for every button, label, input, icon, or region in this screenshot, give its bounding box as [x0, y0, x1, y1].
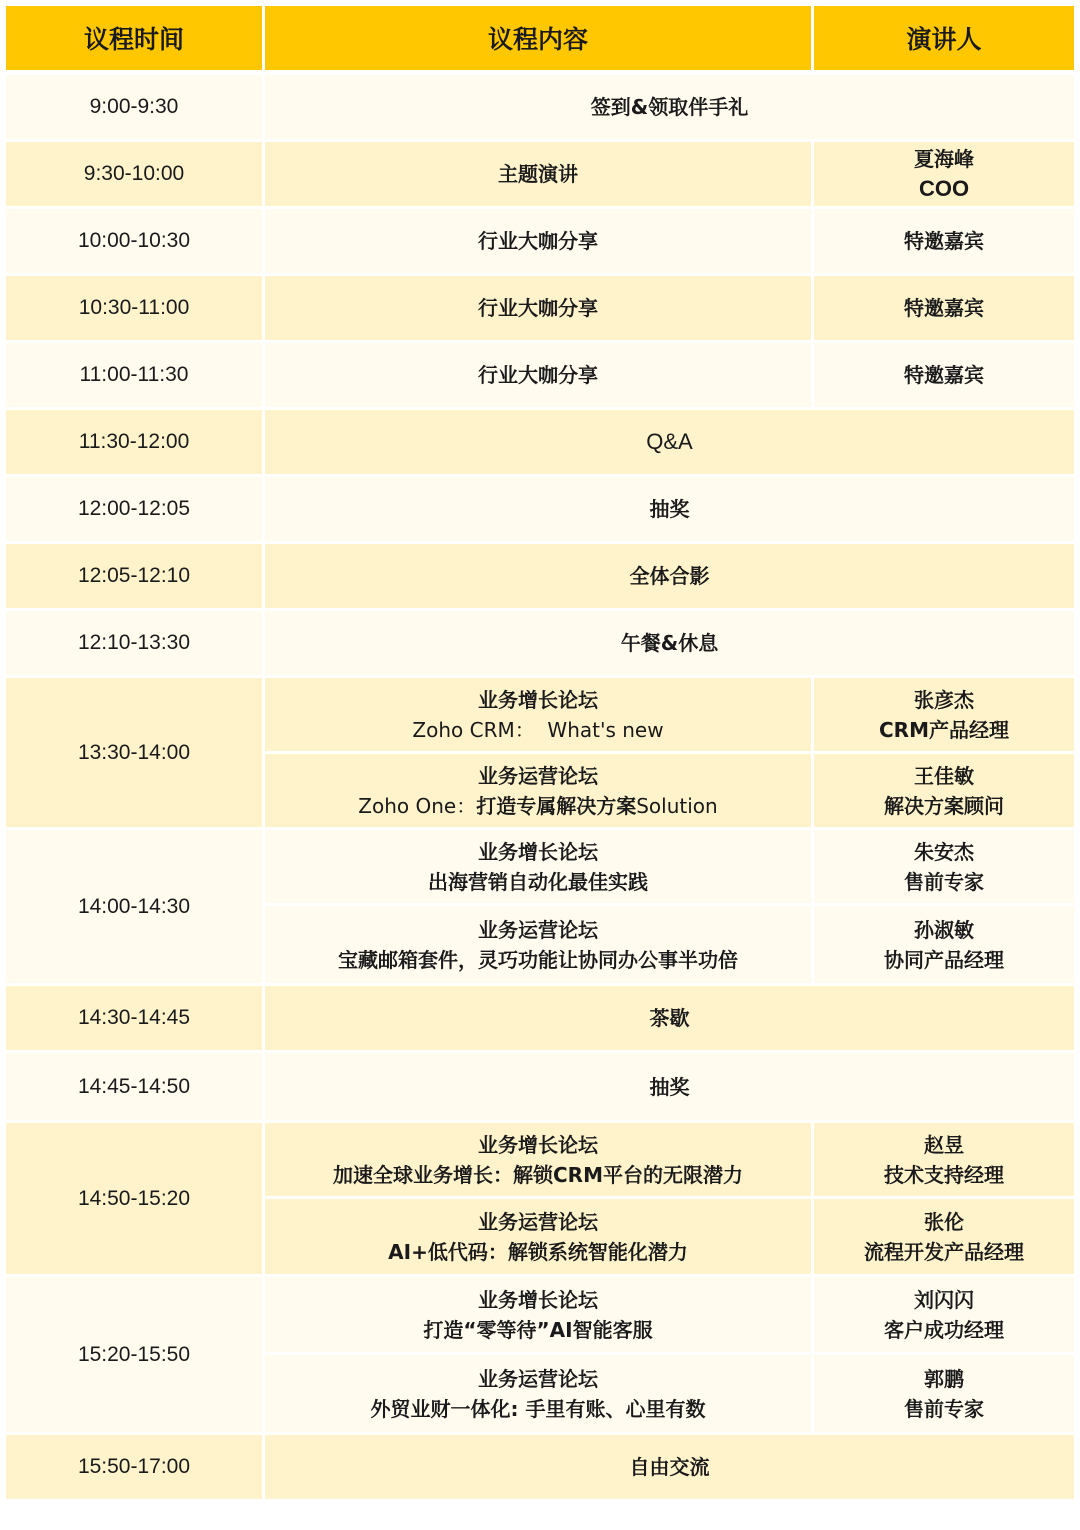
row-time: 13:30-14:00: [6, 678, 265, 830]
row-content: 签到&领取伴手礼: [265, 75, 1074, 142]
session-track: 业务运营论坛: [478, 1366, 598, 1391]
speaker-title: 解决方案顾问: [884, 793, 1004, 818]
row-time: 14:30-14:45: [6, 986, 265, 1053]
row-time: 9:00-9:30: [6, 75, 265, 142]
row-time: 12:00-12:05: [6, 477, 265, 544]
agenda-row: [6, 986, 1074, 1053]
header-content: 议程内容: [265, 6, 814, 75]
speaker-name: 赵昱: [924, 1132, 964, 1157]
row-time: 11:30-12:00: [6, 410, 265, 477]
agenda-row: [6, 544, 1074, 611]
session-track: 业务增长论坛: [478, 1287, 598, 1312]
row-content: 午餐&休息: [265, 611, 1074, 678]
session-topic: 打造“零等待”AI智能客服: [423, 1317, 653, 1342]
agenda-row: [6, 276, 1074, 343]
row-content: 行业大咖分享: [265, 209, 814, 276]
row-speaker: [814, 142, 1074, 209]
row-content: 茶歇: [265, 986, 1074, 1053]
session-speaker: [814, 1355, 1074, 1435]
agenda-row: [6, 611, 1074, 678]
agenda-row: [6, 75, 1074, 142]
row-content: 抽奖: [265, 1053, 1074, 1123]
row-time: 14:00-14:30: [6, 830, 265, 986]
session-track: 业务运营论坛: [478, 763, 598, 788]
speaker-title: 流程开发产品经理: [864, 1239, 1024, 1264]
row-speaker: 特邀嘉宾: [814, 209, 1074, 276]
agenda-row: [6, 1053, 1074, 1123]
session-topic: AI+低代码：解锁系统智能化潜力: [388, 1239, 688, 1264]
row-content: 行业大咖分享: [265, 276, 814, 343]
session-topic: Zoho CRM： What's new: [412, 717, 664, 742]
row-content: 行业大咖分享: [265, 343, 814, 410]
session-content: [265, 1123, 814, 1199]
speaker-name: 夏海峰: [914, 147, 974, 171]
row-time: 9:30-10:00: [6, 142, 265, 209]
row-time: 10:00-10:30: [6, 209, 265, 276]
speaker-name: 张伦: [924, 1209, 964, 1234]
agenda-row: [6, 678, 1074, 754]
header-time: 议程时间: [6, 6, 265, 75]
agenda-row: [6, 1123, 1074, 1199]
agenda-row: [6, 477, 1074, 544]
agenda-row: [6, 209, 1074, 276]
header-row: [6, 6, 1074, 75]
session-speaker: [814, 1277, 1074, 1355]
topic-prefix: Zoho One：: [358, 793, 477, 818]
session-track: 业务运营论坛: [478, 1209, 598, 1234]
session-content: [265, 678, 814, 754]
session-content: [265, 1277, 814, 1355]
speaker-name: 郭鹏: [924, 1366, 964, 1391]
agenda-row: [6, 1277, 1074, 1355]
speaker-title: COO: [918, 176, 970, 201]
session-speaker: [814, 754, 1074, 830]
session-speaker: [814, 830, 1074, 906]
session-content: [265, 906, 814, 986]
session-topic: [265, 791, 811, 821]
agenda-row: [6, 410, 1074, 477]
session-speaker: [814, 906, 1074, 986]
speaker-name: 孙淑敏: [914, 917, 974, 942]
row-content: 抽奖: [265, 477, 1074, 544]
speaker-title: 客户成功经理: [884, 1317, 1004, 1342]
row-time: 15:20-15:50: [6, 1277, 265, 1435]
row-time: 12:05-12:10: [6, 544, 265, 611]
agenda-row: [6, 1435, 1074, 1502]
session-speaker: [814, 1199, 1074, 1277]
speaker-title: 售前专家: [904, 869, 984, 894]
speaker-name: 张彦杰: [914, 687, 974, 712]
speaker-title: 协同产品经理: [884, 947, 1004, 972]
row-time: 14:50-15:20: [6, 1123, 265, 1277]
row-content: 全体合影: [265, 544, 1074, 611]
session-topic: 外贸业财一体化: 手里有账、心里有数: [370, 1396, 706, 1421]
session-track: 业务增长论坛: [478, 839, 598, 864]
row-content-text: Q&A: [646, 429, 693, 454]
row-time: 15:50-17:00: [6, 1435, 265, 1502]
session-track: 业务运营论坛: [478, 917, 598, 942]
session-content: [265, 1199, 814, 1277]
row-time: 14:45-14:50: [6, 1053, 265, 1123]
session-content: [265, 830, 814, 906]
speaker-title: 技术支持经理: [884, 1162, 1004, 1187]
row-time: 10:30-11:00: [6, 276, 265, 343]
session-topic: 加速全球业务增长：解锁CRM平台的无限潜力: [333, 1162, 743, 1187]
topic-suffix: Solution: [636, 793, 718, 818]
speaker-title: CRM产品经理: [879, 717, 1009, 742]
row-content: [265, 410, 1074, 477]
agenda-row: [6, 830, 1074, 906]
session-content: [265, 1355, 814, 1435]
speaker-name: 王佳敏: [914, 763, 974, 788]
session-track: 业务增长论坛: [478, 1132, 598, 1157]
row-time: 11:00-11:30: [6, 343, 265, 410]
row-speaker: 特邀嘉宾: [814, 343, 1074, 410]
row-content: 主题演讲: [265, 142, 814, 209]
speaker-name: 朱安杰: [914, 839, 974, 864]
header-speaker: 演讲人: [814, 6, 1074, 75]
session-speaker: [814, 678, 1074, 754]
topic-main: 打造专属解决方案: [476, 793, 637, 818]
agenda-row: [6, 142, 1074, 209]
session-topic: 宝藏邮箱套件，灵巧功能让协同办公事半功倍: [338, 947, 738, 972]
session-content: [265, 754, 814, 830]
agenda-table: [6, 6, 1074, 1502]
agenda-row: [6, 343, 1074, 410]
session-speaker: [814, 1123, 1074, 1199]
speaker-title: 售前专家: [904, 1396, 984, 1421]
row-content: 自由交流: [265, 1435, 1074, 1502]
row-time: 12:10-13:30: [6, 611, 265, 678]
session-topic: 出海营销自动化最佳实践: [428, 869, 648, 894]
session-track: 业务增长论坛: [478, 687, 598, 712]
speaker-name: 刘闪闪: [914, 1287, 974, 1312]
row-speaker: 特邀嘉宾: [814, 276, 1074, 343]
